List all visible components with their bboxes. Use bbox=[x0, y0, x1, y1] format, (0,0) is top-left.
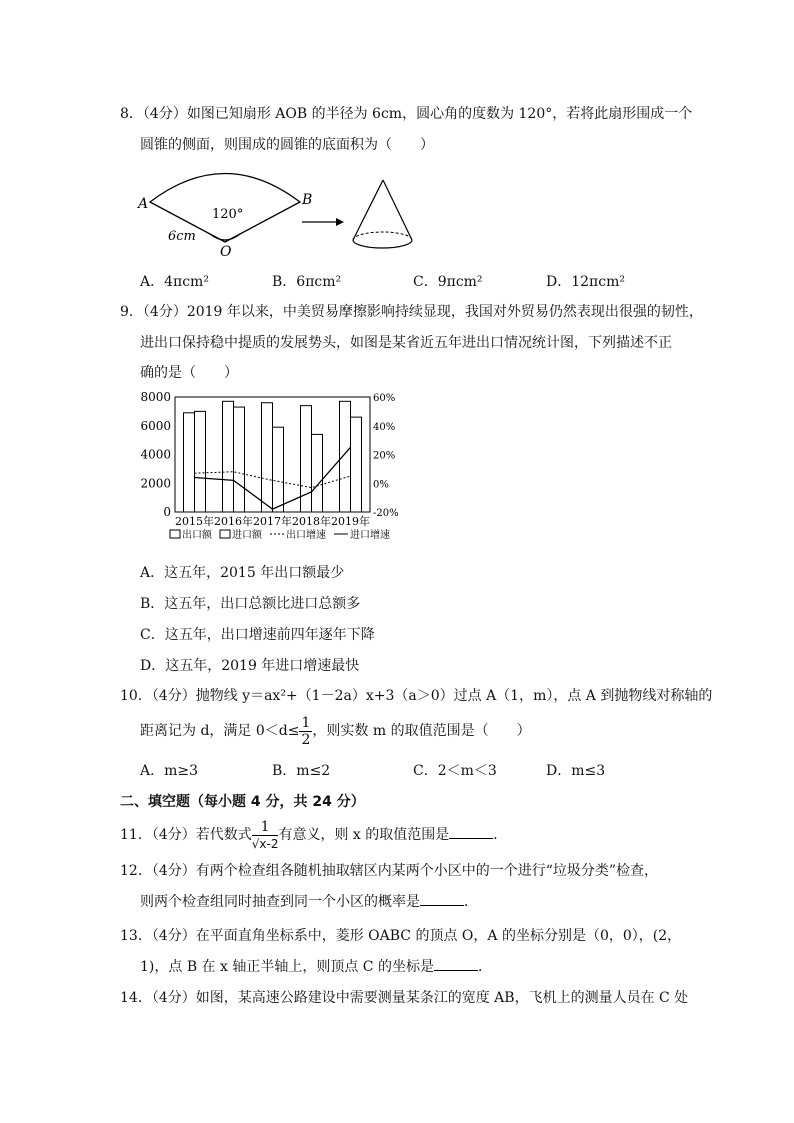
bar-import bbox=[273, 427, 284, 512]
q12-end: ． bbox=[464, 894, 478, 910]
x-category-label: 2016年 bbox=[214, 515, 253, 528]
q11-post: 有意义，则 x 的取值范围是 bbox=[278, 827, 450, 843]
q10-line2-start: 距离记为 d，满足 0＜d≤ bbox=[140, 723, 300, 739]
left-tick-label: 8000 bbox=[140, 390, 171, 404]
q14-line1: 14．（4分）如图，某高速公路建设中需要测量某条江的宽度 AB，飞机上的测量人员在 C 处 bbox=[120, 990, 689, 1006]
q10-line2-end: ，则实数 m 的取值范围是（ ） bbox=[312, 723, 531, 739]
right-tick-label: 40% bbox=[373, 421, 396, 433]
q13-line1: 13．（4分）在平面直角坐标系中，菱形 OABC 的顶点 O，A 的坐标分别是（0，0），(2， bbox=[120, 928, 682, 944]
q11-answer-blank[interactable] bbox=[449, 826, 493, 839]
x-category-label: 2019年 bbox=[331, 515, 370, 528]
angle-arc bbox=[210, 234, 240, 240]
x-category-label: 2017年 bbox=[253, 515, 292, 528]
q12-line2: 则两个检查组同时抽查到同一个小区的概率是 bbox=[140, 894, 420, 910]
cone-figure bbox=[350, 175, 420, 255]
q11-line bbox=[120, 818, 507, 852]
q8-option-b: B．6πcm² bbox=[272, 274, 342, 290]
right-tick-label: 60% bbox=[373, 393, 396, 404]
right-tick-label: 20% bbox=[373, 450, 396, 462]
left-tick-label: 2000 bbox=[140, 476, 171, 491]
q8-option-d: D．12πcm² bbox=[546, 274, 625, 290]
q8-line1: 8．（4分）如图已知扇形 AOB 的半径为 6cm，圆心角的度数为 120°，若将此扇形围成一个 bbox=[120, 106, 693, 122]
q11-fraction bbox=[252, 819, 279, 852]
bar-export bbox=[340, 401, 351, 512]
q10-option-d: D．m≤3 bbox=[546, 763, 606, 779]
arrow-head bbox=[336, 218, 344, 226]
label-B: B bbox=[302, 192, 313, 208]
legend-swatch bbox=[220, 530, 230, 538]
q13-line2-wrap bbox=[140, 958, 492, 976]
q11-end: ． bbox=[493, 827, 508, 843]
q11-pre: 11．（4分）若代数式 bbox=[120, 827, 252, 843]
q11-frac-den: √x-2 bbox=[251, 836, 279, 851]
q13-end: ． bbox=[477, 959, 492, 975]
bar-export bbox=[262, 403, 273, 512]
q8-line2: 圆锥的侧面，则围成的圆锥的底面积为（ ） bbox=[140, 137, 434, 153]
x-category-label: 2018年 bbox=[292, 515, 331, 528]
label-A: A bbox=[138, 196, 149, 212]
bar-import bbox=[312, 434, 323, 512]
x-category-label: 2015年 bbox=[175, 515, 214, 528]
legend-swatch bbox=[170, 530, 180, 538]
legend-label: 进口增速 bbox=[350, 530, 390, 541]
q9-line2: 进出口保持稳中提质的发展势头，如图是某省近五年进出口情况统计图，下列描述不正 bbox=[140, 335, 672, 351]
import-export-chart bbox=[135, 390, 425, 550]
legend-label: 进口额 bbox=[232, 530, 262, 541]
bar-export bbox=[223, 401, 234, 512]
q10-fraction bbox=[299, 715, 312, 748]
right-tick-label: -20% bbox=[373, 508, 399, 519]
left-tick-label: 0 bbox=[163, 505, 171, 519]
q12-line1: 12．（4分）有两个检查组各随机抽取辖区内某两个小区中的一个进行“垃圾分类”检查， bbox=[120, 863, 659, 879]
q9-option-c: C．这五年，出口增速前四年逐年下降 bbox=[140, 627, 375, 643]
q8-option-a: A．4πcm² bbox=[140, 274, 209, 290]
left-tick-label: 6000 bbox=[140, 418, 171, 433]
q11-frac-num: 1 bbox=[252, 819, 279, 836]
q10-line2 bbox=[140, 714, 531, 748]
bar-export bbox=[184, 413, 195, 512]
q13-line2: 1)，点 B 在 x 轴正半轴上，则顶点 C 的坐标是 bbox=[140, 959, 434, 975]
q9-option-b: B．这五年，出口总额比进口总额多 bbox=[140, 596, 361, 612]
q10-option-b: B．m≤2 bbox=[272, 763, 331, 779]
q10-option-a: A．m≥3 bbox=[140, 763, 199, 779]
legend-label: 出口增速 bbox=[286, 530, 326, 541]
bar-import bbox=[195, 411, 206, 512]
q9-line1: 9．（4分）2019 年以来，中美贸易摩擦影响持续显现，我国对外贸易仍然表现出很强的韧性， bbox=[120, 304, 703, 320]
q9-option-a: A．这五年，2015 年出口额最少 bbox=[140, 565, 345, 581]
q12-line2-wrap bbox=[140, 893, 478, 911]
bar-import bbox=[351, 417, 362, 512]
q9-option-d: D．这五年，2019 年进口增速最快 bbox=[140, 658, 360, 674]
q10-option-c: C．2＜m＜3 bbox=[413, 763, 497, 779]
label-radius: 6cm bbox=[168, 229, 196, 244]
q10-frac-den: 2 bbox=[301, 731, 311, 748]
section-heading: 二、填空题（每小题 4 分，共 24 分） bbox=[120, 794, 365, 810]
legend-label: 出口额 bbox=[182, 530, 212, 541]
q10-frac-num: 1 bbox=[301, 714, 311, 731]
q13-answer-blank[interactable] bbox=[434, 958, 478, 971]
q9-line3: 确的是（ ） bbox=[140, 365, 238, 381]
label-angle: 120° bbox=[212, 207, 244, 222]
left-tick-label: 4000 bbox=[140, 447, 171, 462]
q12-answer-blank[interactable] bbox=[420, 893, 464, 906]
q10-line1: 10．（4分）抛物线 y＝ax²+（1－2a）x+3（a＞0）过点 A（1，m），点 A 到抛物线对称轴的 bbox=[120, 688, 713, 704]
bar-import bbox=[234, 407, 245, 512]
q8-option-c: C．9πcm² bbox=[413, 274, 483, 290]
label-O: O bbox=[220, 244, 232, 260]
right-tick-label: 0% bbox=[373, 479, 389, 491]
